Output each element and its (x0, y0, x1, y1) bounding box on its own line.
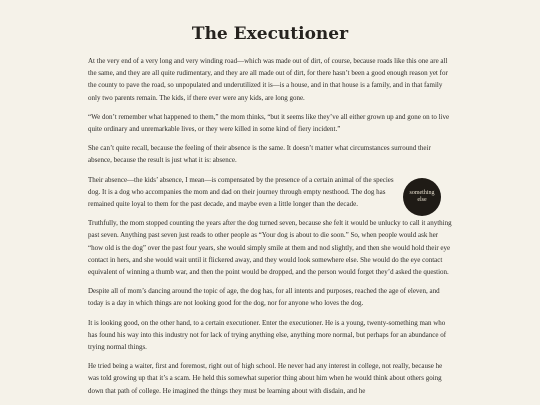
paragraph-5: Truthfully, the mom stopped counting the years after the dog turned seven, because she felt it would be unlucky to call it anything past seven. Anything past seven just reads to other people as “Your dog is about to die soon.” So, when people would ask her “how old is the dog” over the past four years, she would simply smile at them and nod slightly, and then she would hold their eye contact in hers, and she would wait until it flickered away, and they would look somewhere else. She would do the eye contact equivalent of winning a thumb war, and then the point would be dropped, and the person would forget they’d asked the question. (88, 219, 452, 277)
paragraph-7: It is looking good, on the other hand, to a certain executioner. Enter the executioner. He is a young, twenty-something man who has found his way into this industry not for lack of trying anything else, anything more normal, but perhaps for an abundance of trying normal things. (88, 318, 447, 352)
paragraph-4: Their absence—the kids’ absence, I mean—is compensated by the presence of a certain animal of the species dog. It is a dog who accompanies the mom and dad on their journey through empty nesthood. The dog has remained quite loyal to them for the past decade, and maybe even a little longer than the decade. (88, 175, 394, 209)
article-title: The Executioner (191, 24, 349, 44)
paragraph-6: Despite all of mom’s dancing around the topic of age, the dog has, for all intents and purposes, reached the age of eleven, and today is a day in which things are not looking good for the dog, nor for anyone who loves the dog. (88, 287, 440, 308)
something-else-button[interactable] (403, 178, 441, 216)
paragraph-2: “We don’t remember what happened to them,” the mom thinks, “but it seems like they’ve all either grown up and gone on to live quite ordinary and unremarkable lives, or they were killed in some kind of fiery incident.” (88, 112, 450, 134)
paragraph-8: He tried being a waiter, first and foremost, right out of high school. He never had any interest in college, not really, because he was told growing up that it’s a scam. He held this somewhat superior thing about him when he would think about others going down that path of college. He imagined the things they must be learning about with disdain, and he (88, 362, 443, 395)
paragraph-1: At the very end of a very long and very winding road—which was made out of dirt, of course, because roads like this one are all the same, and they are all quite rudimentary, and they are all made out of dirt, for there hasn’t been a good enough reason yet for the county to pave the road, so unpopulated and underutilized it is—is a house, and in that house is a family, and in that family only two parents remain. The kids, if there ever were any kids, are long gone. (88, 57, 448, 102)
something-else-label: something else (409, 190, 435, 203)
paragraph-3: She can’t quite recall, because the feeling of their absence is the same. It doesn’t matter what circumstances surround their absence, because the result is just what it is: absence. (88, 144, 431, 165)
